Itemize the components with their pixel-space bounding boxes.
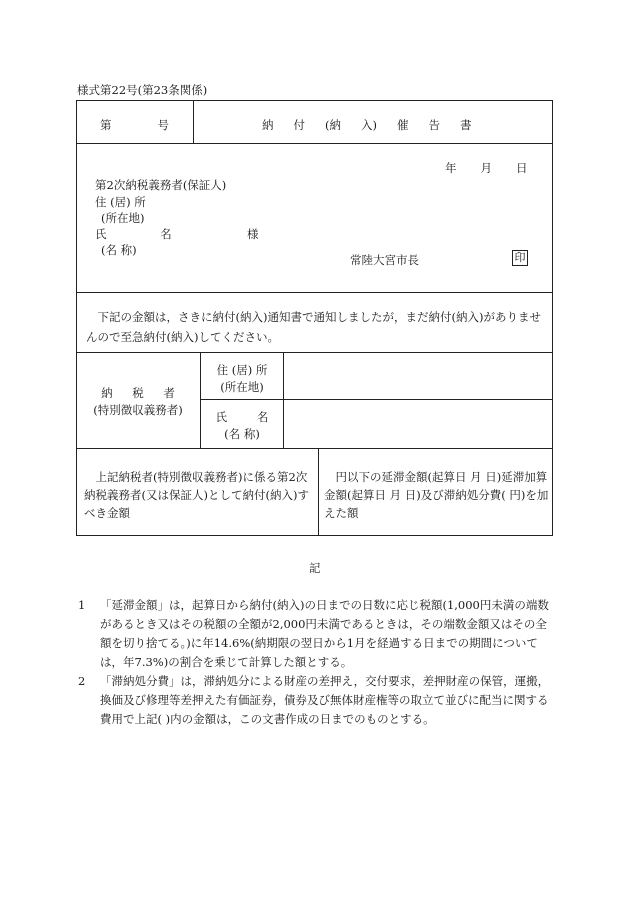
document-title [262, 117, 492, 133]
honorific: 様 [247, 227, 259, 241]
taxpayer-address-sub: (所在地) [220, 380, 264, 394]
table-rule [200, 352, 201, 448]
name-label: 氏 名 [95, 227, 172, 241]
table-rule [318, 448, 319, 536]
title-char: 告 [428, 118, 440, 132]
date-day: 日 [516, 161, 528, 175]
table-rule [76, 352, 553, 353]
note-number: 1 [78, 598, 86, 612]
table-rule [200, 399, 553, 400]
number-label: 第号 [100, 118, 215, 132]
notice-text: 下記の金額は，さきに納付(納入)通知書で通知しましたが，まだ納付(納入)がありませんので至急納付(納入)してください。 [86, 310, 541, 344]
address-label: 住 (居) 所 [95, 195, 146, 209]
table-rule [76, 143, 553, 144]
taxpayer-sub-label: (特別徴収義務者) [93, 403, 183, 417]
title-char: 付 [293, 118, 305, 132]
address-sub-label: (所在地) [101, 211, 145, 225]
seal-mark: 印 [512, 250, 528, 266]
note-text: 「滞納処分費」は，滞納処分による財産の差押え，交付要求，差押財産の保管，運搬，換価及び修理等差押えた有価証券，債券及び無体財産権等の取立て並びに配当に関する費用で上記( )内の金額は，この文書作成の日までのものとする。 [100, 674, 550, 726]
taxpayer-name-label: 氏 名 [215, 410, 269, 424]
title-char: 納 [262, 118, 274, 132]
note-number: 2 [78, 674, 86, 688]
title-char: (納 [325, 118, 341, 132]
notes-list [78, 596, 556, 729]
form-number: 様式第22号(第23条関係) [77, 83, 208, 97]
taxpayer-label: 納 税 者 [101, 386, 175, 400]
title-char: 催 [397, 118, 409, 132]
table-rule [76, 292, 553, 293]
taxpayer-address-label-block [204, 362, 280, 396]
note-item [78, 596, 556, 672]
taxpayer-label-block [80, 385, 196, 419]
ki-mark: 記 [309, 561, 321, 575]
name-sub-label: (名 称) [101, 243, 137, 257]
amount-description: 上記納税者(特別徴収義務者)に係る第2次納税義務者(又は保証人)として納付(納入)すべき金額 [84, 470, 309, 520]
date-line [445, 160, 552, 176]
table-rule [283, 352, 284, 448]
taxpayer-address-label: 住 (居) 所 [216, 363, 268, 377]
surcharge-description: 円以下の延滞金額(起算日 月 日)延滞加算金額(起算日 月 日)及び滞納処分費( 円)を加えた額 [324, 470, 549, 520]
taxpayer-name-label-block [204, 409, 280, 443]
note-item [78, 672, 556, 729]
date-year: 年 [445, 161, 457, 175]
sender-name: 常陸大宮市長 [350, 253, 419, 267]
title-char: 書 [460, 118, 472, 132]
taxpayer-name-sub: (名 称) [224, 427, 260, 441]
addressee-role: 第2次納税義務者(保証人) [95, 178, 227, 192]
note-text: 「延滞金額」は，起算日から納付(納入)の日までの日数に応じ税額(1,000円未満の端数があるとき又はその税額の全額が2,000円未満であるときは，その端数金額又はその全額を切り捨てる。)に年14.6%(納期限の翌日から1月を経過する日までの期間については，年7.3%)の割合を乗じて計算した額とする。 [100, 598, 549, 669]
title-char: 入) [361, 118, 377, 132]
table-rule [76, 448, 553, 449]
date-month: 月 [480, 161, 492, 175]
